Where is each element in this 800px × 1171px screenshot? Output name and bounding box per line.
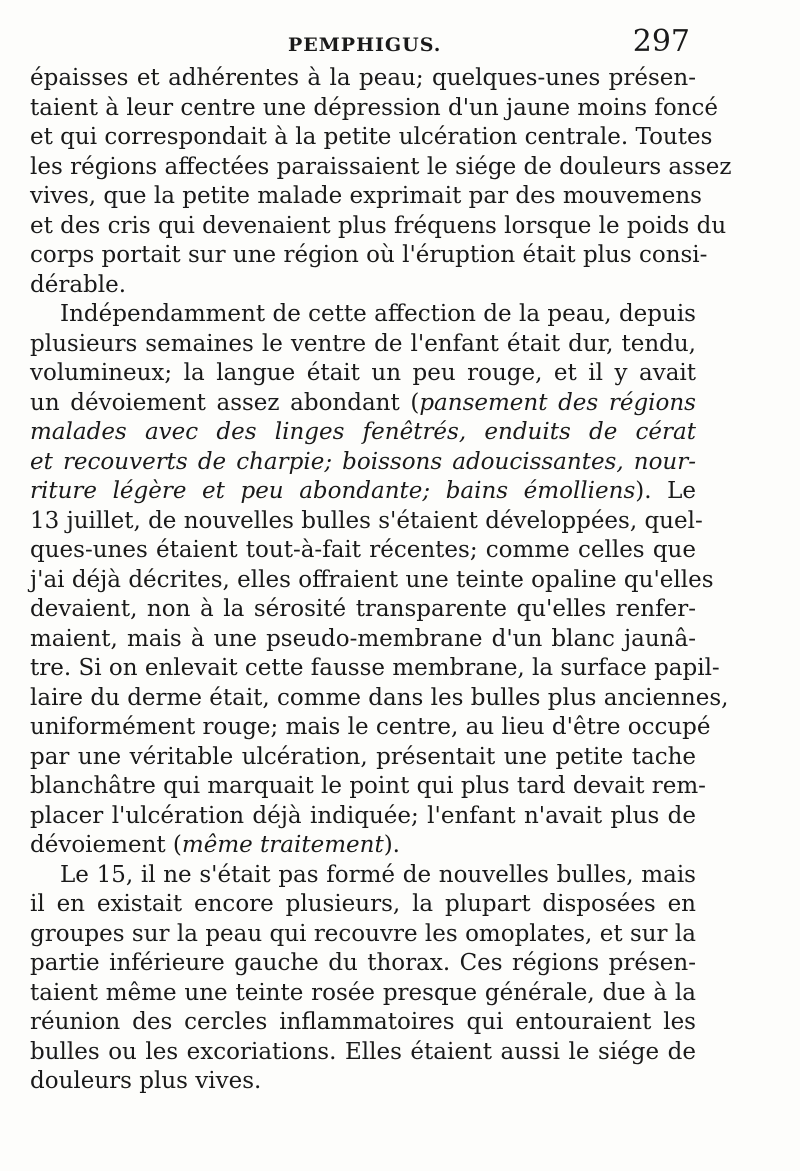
paragraph (30, 861, 696, 1097)
text-line (30, 1038, 696, 1068)
text-line (30, 949, 696, 979)
text-segment: les régions affectées paraissaient le siége de douleurs assez (30, 153, 732, 180)
text-segment: laire du derme était, comme dans les bulles plus anciennes, (30, 684, 729, 711)
italic-text: et recouverts de charpie; boissons adoucissantes, nour- (30, 448, 696, 475)
text-line (30, 566, 714, 596)
text-segment: blanchâtre qui marquait le point qui plus tard devait rem- (30, 773, 706, 799)
text-segment: ). (383, 832, 400, 858)
text-segment: il en existait encore plusieurs, la plupart disposées en (30, 891, 696, 917)
text-line (30, 595, 696, 625)
italic-text: pansement des régions (419, 389, 696, 416)
page-header (30, 24, 690, 68)
text-line (30, 477, 696, 507)
text-segment: j'ai déjà décrites, elles offraient une teinte opaline qu'elles (30, 566, 714, 593)
text-line (30, 625, 696, 655)
text-line (30, 359, 696, 389)
italic-text: malades avec des linges fenêtrés, enduits de cérat (30, 419, 696, 445)
text-line (30, 94, 718, 124)
italic-text: même traitement (181, 832, 384, 858)
text-segment: volumineux; la langue était un peu rouge, et il y avait (30, 360, 696, 386)
text-line (30, 212, 727, 242)
text-line (30, 890, 696, 920)
text-line (30, 507, 703, 537)
text-line (30, 831, 696, 861)
paragraph (30, 64, 732, 300)
text-segment: partie inférieure gauche du thorax. Ces régions présen- (30, 950, 696, 976)
text-segment: réunion des cercles inflammatoires qui entouraient les (30, 1009, 696, 1035)
text-line (30, 713, 711, 743)
text-line (30, 153, 732, 183)
text-line (30, 271, 696, 301)
text-line (30, 802, 696, 832)
text-line (30, 64, 696, 94)
text-segment: ). Le (635, 478, 696, 504)
text-segment: maient, mais à une pseudo-membrane d'un blanc jaunâ- (30, 625, 696, 652)
text-segment: dérable. (30, 271, 127, 298)
text-segment: uniformément rouge; mais le centre, au lieu d'être occupé (30, 714, 711, 740)
text-line (30, 743, 696, 773)
text-segment: groupes sur la peau qui recouvre les omoplates, et sur la (30, 920, 696, 947)
text-line (30, 684, 729, 714)
text-segment: Indépendamment de cette affection de la peau, depuis (60, 301, 696, 327)
text-line (30, 654, 720, 684)
italic-text: riture légère et peu abondante; bains émolliens (30, 478, 636, 504)
text-line (30, 536, 696, 566)
running-title: PEMPHIGUS. (288, 34, 442, 56)
text-line (30, 1067, 696, 1097)
text-segment: dévoiement ( (30, 832, 182, 858)
text-segment: corps portait sur une région où l'éruption était plus consi- (30, 242, 708, 268)
text-segment: ques-unes étaient tout-à-fait récentes; comme celles que (30, 537, 696, 563)
text-segment: un dévoiement assez abondant ( (30, 389, 420, 416)
text-segment: vives, que la petite malade exprimait par des mouvemens (30, 183, 702, 209)
body-text (30, 64, 732, 1097)
text-line (30, 772, 706, 802)
text-segment: placer l'ulcération déjà indiquée; l'enfant n'avait plus de (30, 802, 696, 829)
text-line (30, 241, 708, 271)
text-line (30, 979, 696, 1009)
text-segment: par une véritable ulcération, présentait une petite tache (30, 743, 696, 770)
text-segment: bulles ou les excoriations. Elles étaient aussi le siége de (30, 1038, 696, 1065)
text-line (30, 182, 702, 212)
text-line (30, 1008, 696, 1038)
text-segment: tre. Si on enlevait cette fausse membrane, la surface papil- (30, 655, 720, 681)
text-line (30, 448, 696, 478)
text-segment: et qui correspondait à la petite ulcération centrale. Toutes (30, 124, 713, 150)
text-line (30, 389, 696, 419)
text-segment: Le 15, il ne s'était pas formé de nouvelles bulles, mais (60, 861, 696, 888)
text-segment: devaient, non à la sérosité transparente qu'elles renfer- (30, 596, 696, 622)
text-segment: épaisses et adhérentes à la peau; quelques-unes présen- (30, 65, 696, 91)
text-line (30, 330, 696, 360)
paragraph (30, 300, 729, 861)
text-line (30, 861, 696, 891)
text-segment: plusieurs semaines le ventre de l'enfant était dur, tendu, (30, 330, 696, 357)
text-segment: taient même une teinte rosée presque générale, due à la (30, 979, 696, 1006)
text-line (30, 920, 696, 950)
text-segment: taient à leur centre une dépression d'un jaune moins foncé (30, 94, 718, 121)
text-line (30, 300, 696, 330)
text-line (30, 418, 696, 448)
text-segment: et des cris qui devenaient plus fréquens lorsque le poids du (30, 212, 727, 239)
text-segment: 13 juillet, de nouvelles bulles s'étaient développées, quel- (30, 507, 703, 534)
text-line (30, 123, 713, 153)
text-segment: douleurs plus vives. (30, 1068, 262, 1094)
page-number: 297 (632, 24, 690, 59)
